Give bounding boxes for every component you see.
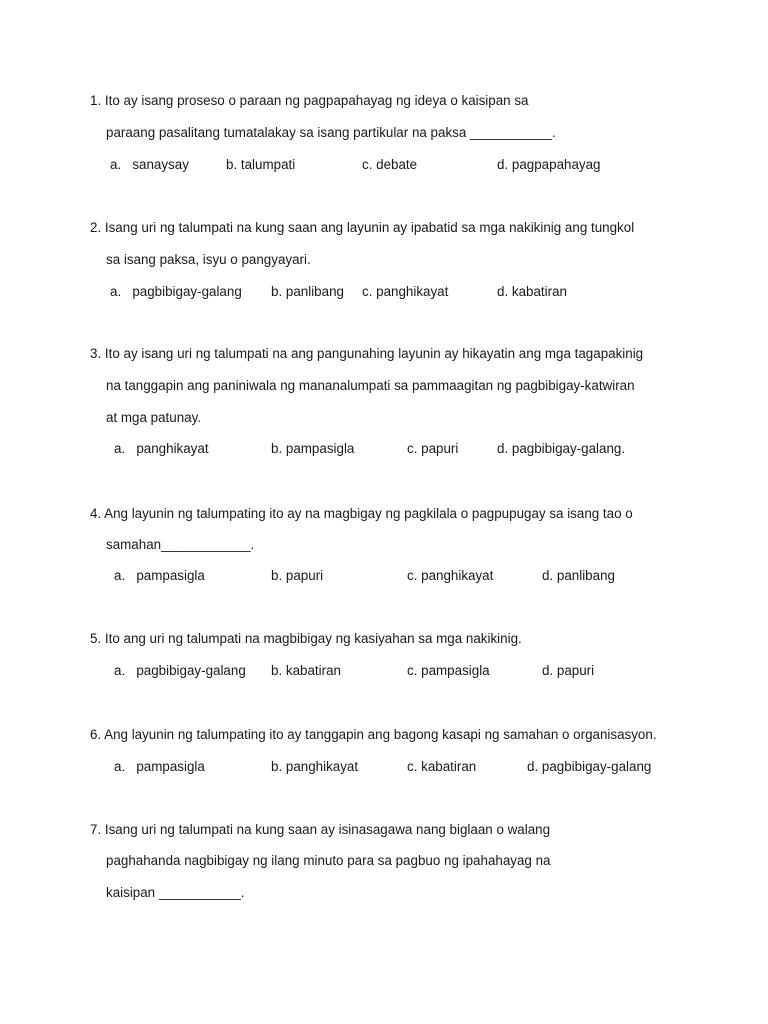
question-5-line-1: 5. Ito ang uri ng talumpati na magbibigay ng kasiyahan sa mga nakikinig. (90, 631, 522, 646)
question-7-line-2: paghahanda nagbibigay ng ilang minuto para sa pagbuo ng ipahahayag na (106, 853, 551, 868)
question-2-line-1: 2. Isang uri ng talumpati na kung saan ang layunin ay ipabatid sa mga nakikinig ang tungkol (90, 220, 635, 235)
question-1-line-2: paraang pasalitang tumatalakay sa isang partikular na paksa ___________. (106, 125, 556, 140)
question-2-option-d: d. kabatiran (497, 284, 567, 299)
question-7-line-1: 7. Isang uri ng talumpati na kung saan ay isinasagawa nang biglaan o walang (90, 822, 551, 837)
question-7-line-3: kaisipan ___________. (106, 885, 245, 900)
question-3-option-a: a. panghikayat (114, 441, 209, 456)
question-3-line-2: na tanggapin ang paniniwala ng mananalumpati sa pammaagitan ng pagbibigay-katwiran (106, 378, 635, 393)
question-1-option-d: d. pagpapahayag (497, 157, 601, 172)
question-5-option-a: a. pagbibigay-galang (114, 663, 246, 678)
question-3-line-3: at mga patunay. (106, 410, 202, 425)
question-6-option-d: d. pagbibigay-galang (527, 759, 652, 774)
question-6-option-c: c. kabatiran (407, 759, 477, 774)
question-1-option-b: b. talumpati (226, 157, 296, 172)
question-5-option-b: b. kabatiran (271, 663, 341, 678)
question-2-option-b: b. panlibang (271, 284, 344, 299)
question-3-option-b: b. pampasigla (271, 441, 355, 456)
question-5-option-d: d. papuri (542, 663, 595, 678)
question-1-option-a: a. sanaysay (110, 157, 189, 172)
question-3-line-1: 3. Ito ay isang uri ng talumpati na ang pangunahing layunin ay hikayatin ang mga tagapakinig (90, 346, 644, 361)
question-6-option-a: a. pampasigla (114, 759, 205, 774)
question-4-option-b: b. papuri (271, 568, 324, 583)
question-4-line-1: 4. Ang layunin ng talumpating ito ay na magbigay ng pagkilala o pagpupugay sa isang tao o (90, 506, 633, 521)
question-5-option-c: c. pampasigla (407, 663, 490, 678)
question-4-line-2: samahan____________. (106, 537, 255, 552)
question-6-line-1: 6. Ang layunin ng talumpating ito ay tanggapin ang bagong kasapi ng samahan o organisasyon. (90, 727, 657, 742)
question-2-option-c: c. panghikayat (362, 284, 449, 299)
question-3-option-c: c. papuri (407, 441, 459, 456)
question-4-option-a: a. pampasigla (114, 568, 205, 583)
question-2-line-2: sa isang paksa, isyu o pangyayari. (106, 252, 311, 267)
question-6-option-b: b. panghikayat (271, 759, 359, 774)
question-1-line-1: 1. Ito ay isang proseso o paraan ng pagpapahayag ng ideya o kaisipan sa (90, 93, 529, 108)
question-4-option-c: c. panghikayat (407, 568, 494, 583)
question-3-option-d: d. pagbibigay-galang. (497, 441, 626, 456)
question-4-option-d: d. panlibang (542, 568, 615, 583)
question-2-option-a: a. pagbibigay-galang (110, 284, 242, 299)
question-1-option-c: c. debate (362, 157, 418, 172)
